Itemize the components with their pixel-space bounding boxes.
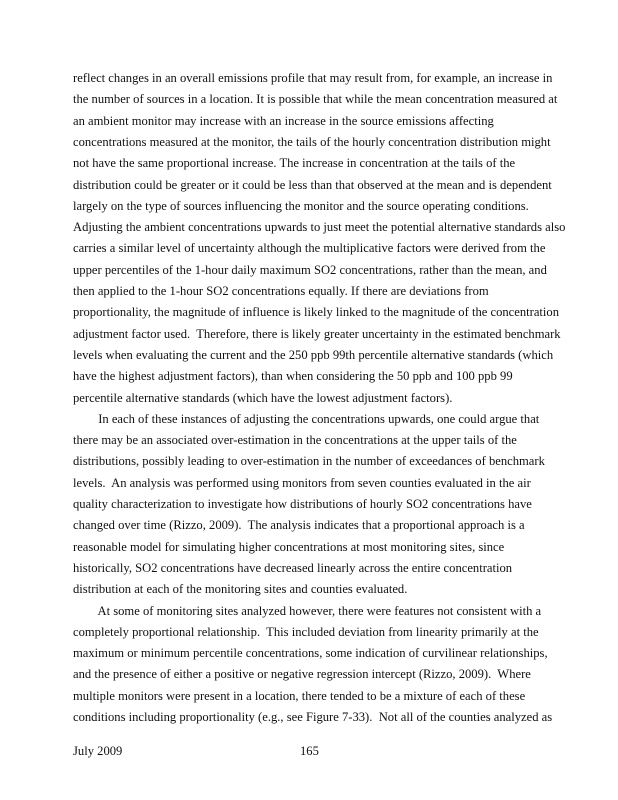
text-line: an ambient monitor may increase with an increase in the source emissions affecting (73, 113, 494, 128)
text-line: there may be an associated over-estimation in the concentrations at the upper tails of the (73, 433, 517, 448)
text-line: maximum or minimum percentile concentrations, some indication of curvilinear relationships, (73, 646, 548, 661)
text-line: upper percentiles of the 1-hour daily maximum SO2 concentrations, rather than the mean, and (73, 262, 547, 277)
text-line: largely on the type of sources influencing the monitor and the source operating conditions. (73, 198, 529, 213)
text-line: quality characterization to investigate how distributions of hourly SO2 concentrations have (73, 497, 532, 511)
text-line: adjustment factor used. Therefore, there is likely greater uncertainty in the estimated benchmark (73, 326, 561, 341)
text-line: carries a similar level of uncertainty although the multiplicative factors were derived from the (73, 241, 546, 256)
text-line: the number of sources in a location. It is possible that while the mean concentration measured at (73, 92, 558, 107)
text-line: distributions, possibly leading to over-estimation in the number of exceedances of benchmark (73, 454, 545, 469)
text-line: changed over time (Rizzo, 2009). The analysis indicates that a proportional approach is a (73, 518, 525, 533)
text-line: In each of these instances of adjusting the concentrations upwards, one could argue that (73, 411, 540, 426)
text-line: At some of monitoring sites analyzed however, there were features not consistent with a (73, 603, 542, 618)
text-line: concentrations measured at the monitor, the tails of the hourly concentration distribution might (73, 134, 551, 149)
text-line: not have the same proportional increase. The increase in concentration at the tails of the (73, 156, 516, 171)
text-line: levels when evaluating the current and the 250 ppb 99th percentile alternative standards (which (73, 347, 554, 362)
text-line: have the highest adjustment factors), than when considering the 50 ppb and 100 ppb 99 (73, 369, 513, 384)
text-line: percentile alternative standards (which have the lowest adjustment factors). (73, 390, 453, 405)
text-line: then applied to the 1-hour SO2 concentrations equally. If there are deviations from (73, 284, 489, 298)
text-line: distribution could be greater or it could be less than that observed at the mean and is dependent (73, 177, 552, 192)
text-line: completely proportional relationship. This included deviation from linearity primarily at the (73, 624, 539, 639)
text-line: multiple monitors were present in a location, there tended to be a mixture of each of these (73, 688, 526, 703)
text-line: historically, SO2 concentrations have decreased linearly across the entire concentration (73, 560, 513, 575)
text-line: reflect changes in an overall emissions profile that may result from, for example, an increase in (73, 71, 553, 85)
text-line: and the presence of either a positive or negative regression intercept (Rizzo, 2009). Where (73, 667, 531, 682)
footer-date: July 2009 (73, 744, 123, 758)
text-line: proportionality, the magnitude of influence is likely linked to the magnitude of the concentration (73, 305, 560, 320)
text-line: levels. An analysis was performed using monitors from seven counties evaluated in the air (73, 475, 531, 490)
page-number: 165 (300, 744, 319, 758)
text-line: reasonable model for simulating higher concentrations at most monitoring sites, since (73, 539, 505, 554)
text-line: distribution at each of the monitoring sites and counties evaluated. (73, 582, 408, 597)
text-line: Adjusting the ambient concentrations upwards to just meet the potential alternative standards also (73, 220, 566, 235)
text-line: conditions including proportionality (e.g., see Figure 7-33). Not all of the counties analyzed as (73, 710, 553, 724)
